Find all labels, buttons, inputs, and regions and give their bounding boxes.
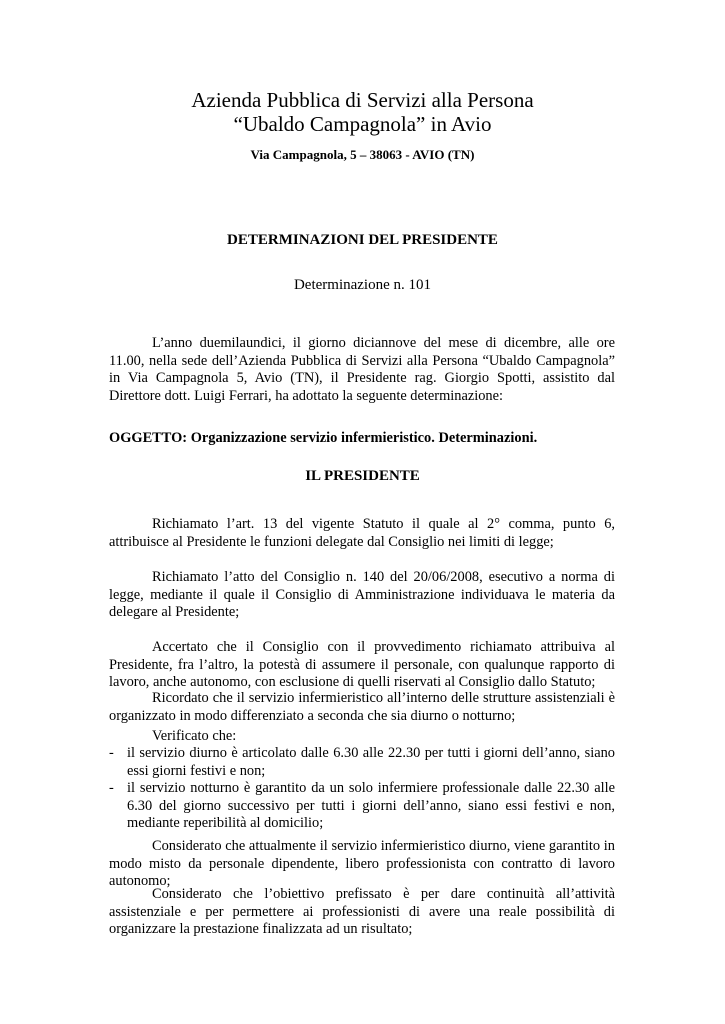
list-item	[109, 745, 615, 780]
paragraph-considerato-obiettivo: Considerato che l’obiettivo prefissato è per dare continuità all’attività assistenziale e per permettere ai professionisti di avere una reale possibilità di organizzare la prestazione finalizzata ad un risultato;	[109, 886, 615, 937]
paragraph-richiamato-atto: Richiamato l’atto del Consiglio n. 140 del 20/06/2008, esecutivo a norma di legge, mediante il quale il Consiglio di Amministrazione individuava le materia da delegare al Presidente;	[109, 569, 615, 620]
list-dash: -	[109, 780, 114, 796]
paragraph-considerato-diurno: Considerato che attualmente il servizio infermieristico diurno, viene garantito in modo misto da personale dipendente, libero professionista con contratto di lavoro autonomo;	[109, 838, 615, 889]
organization-name-line-2: “Ubaldo Campagnola” in Avio	[233, 112, 492, 136]
list-dash: -	[109, 745, 114, 761]
document-title: DETERMINAZIONI DEL PRESIDENTE	[227, 232, 498, 248]
subject-line: OGGETTO: Organizzazione servizio infermieristico. Determinazioni.	[109, 430, 538, 446]
paragraph-verificato-intro: Verificato che:	[152, 728, 237, 744]
list-item	[109, 780, 615, 833]
paragraph-richiamato-statuto: Richiamato l’art. 13 del vigente Statuto il quale al 2° comma, punto 6, attribuisce al Presidente le funzioni delegate dal Consiglio nei limiti di legge;	[109, 516, 615, 550]
list-item-text: il servizio diurno è articolato dalle 6.30 alle 22.30 per tutti i giorni dell’anno, siano essi giorni festivi e non;	[127, 745, 615, 779]
organization-name-line-1: Azienda Pubblica di Servizi alla Persona	[191, 88, 534, 112]
paragraph-ricordato: Ricordato che il servizio infermieristico all’interno delle strutture assistenziali è organizzato in modo differenziato a seconda che sia diurno o notturno;	[109, 690, 615, 724]
organization-address: Via Campagnola, 5 – 38063 - AVIO (TN)	[250, 147, 475, 162]
determination-number: Determinazione n. 101	[293, 277, 432, 293]
paragraph-accertato: Accertato che il Consiglio con il provvedimento richiamato attribuiva al Presidente, fra l’altro, la potestà di assumere il personale, con qualunque rapporto di lavoro, anche autonomo, con esclusione di quelli riservati al Consiglio dallo Statuto;	[109, 639, 615, 690]
list-item-text: il servizio notturno è garantito da un solo infermiere professionale dalle 22.30 alle 6.30 del giorno successivo per tutti i giorni dell’anno, siano essi festivi e non, mediante reperibilità al domicilio;	[127, 780, 615, 831]
organization-name	[0, 88, 725, 136]
intro-paragraph: L’anno duemilaundici, il giorno diciannove del mese di dicembre, alle ore 11.00, nella sede dell’Azienda Pubblica di Servizi alla Persona “Ubaldo Campagnola” in Via Campagnola 5, Avio (TN), il Presidente rag. Giorgio Spotti, assistito dal Direttore dott. Luigi Ferrari, ha adottato la seguente determinazione:	[109, 335, 615, 404]
president-heading: IL PRESIDENTE	[305, 468, 420, 484]
verificato-list	[109, 745, 615, 833]
